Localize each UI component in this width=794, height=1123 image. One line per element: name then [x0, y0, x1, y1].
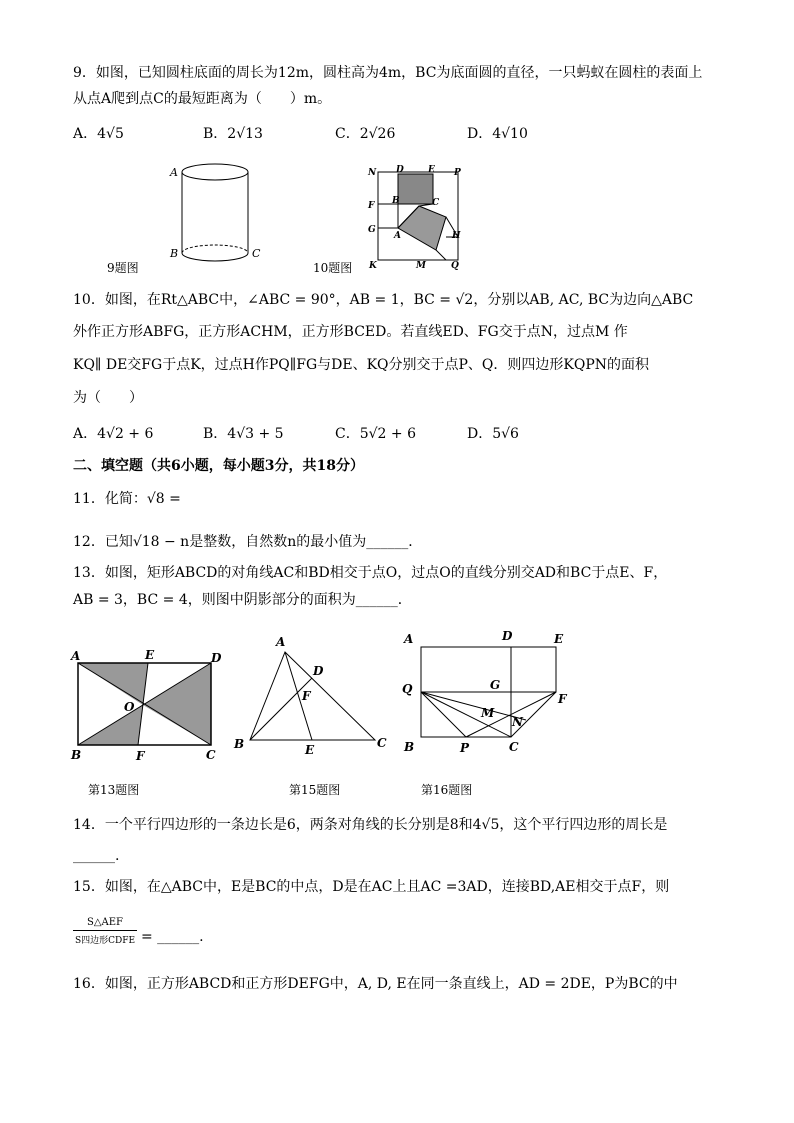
section-2-heading: 二、填空题（共6小题，每小题3分，共18分） [73, 458, 364, 474]
fig15-label-b: B [234, 737, 245, 751]
fig10-label-a: A [394, 231, 401, 241]
q9-option-b: B．2√13 [203, 126, 263, 142]
q15-fraction-tail: = ______. [141, 929, 204, 945]
fig9-label-a: A [170, 166, 178, 179]
q9-option-c: C．2√26 [335, 126, 396, 142]
fig15-label-e: E [305, 743, 315, 757]
q12-text: 12．已知√18 − n是整数，自然数n的最小值为______． [73, 534, 423, 550]
fig15-label-d: D [313, 664, 324, 678]
fig13-label-a: A [71, 649, 81, 663]
figure-16-squares [396, 625, 576, 760]
fig16-label-n: N [512, 715, 523, 729]
fig10-label-e: E [428, 165, 435, 175]
fig16-label-a: A [404, 632, 414, 646]
q15-line1: 15．如图，在△ABC中，E是BC的中点，D是在AC上且AC =3AD，连接BD,AE相交于点F，则 [73, 879, 670, 895]
fig13-label-f: F [136, 749, 145, 763]
fig15-label-a: A [276, 635, 286, 649]
fig10-label-h: H [452, 231, 461, 241]
fig13-label-o: O [124, 700, 135, 714]
q14-line1: 14．一个平行四边形的一条边长是6，两条对角线的长分别是8和4√5，这个平行四边形的周长是 [73, 817, 668, 833]
fig10-label-m: M [416, 261, 426, 270]
q11-text: 11．化简：√8 = [73, 491, 181, 507]
fig10-label-f: F [368, 201, 375, 211]
q10-option-d: D．5√6 [467, 426, 519, 442]
fig13-caption: 第13题图 [88, 783, 140, 797]
fig10-label-b: B [392, 196, 400, 206]
fig13-label-e: E [145, 648, 155, 662]
q9-option-a: A．4√5 [73, 126, 124, 142]
fig16-label-m: M [481, 706, 495, 720]
fig16-label-g: G [490, 678, 501, 692]
fig16-label-e: E [554, 632, 564, 646]
q10-option-c: C．5√2 + 6 [335, 426, 416, 442]
q10-line4: 为（ ） [73, 390, 143, 406]
fig10-label-n: N [368, 168, 377, 178]
q16-text: 16．如图，正方形ABCD和正方形DEFG中，A, D, E在同一条直线上，AD = 2DE，P为BC的中 [73, 976, 678, 992]
fig13-label-c: C [206, 748, 216, 762]
q10-line3: KQ∥ DE交FG于点K，过点H作PQ∥FG与DE、KQ分别交于点P、Q．则四边形KQPN的面积 [73, 357, 650, 373]
fig13-label-d: D [211, 651, 222, 665]
q10-option-a: A．4√2 + 6 [73, 426, 154, 442]
q15-fraction-denominator: S四边形CDFE [74, 936, 136, 946]
fig15-caption: 第15题图 [289, 783, 341, 797]
fig16-label-d: D [502, 629, 513, 643]
figure-15-triangle [230, 630, 395, 760]
fig16-label-b: B [404, 740, 415, 754]
q9-line1: 9．如图，已知圆柱底面的周长为12m，圆柱高为4m，BC为底面圆的直径，一只蚂蚁在圆柱的表面上 [73, 65, 703, 81]
q13-line2: AB = 3，BC = 4，则图中阴影部分的面积为______． [73, 592, 412, 608]
fig15-label-c: C [377, 736, 387, 750]
q14-line2: ______. [73, 848, 120, 864]
fig13-label-b: B [71, 748, 82, 762]
fig9-label-c: C [252, 247, 261, 260]
fig10-label-q: Q [451, 261, 459, 270]
q10-line2: 外作正方形ABFG，正方形ACHM，正方形BCED。若直线ED、FG交于点N，过点M 作 [73, 324, 628, 340]
q10-option-b: B．4√3 + 5 [203, 426, 284, 442]
fig10-label-p: P [454, 168, 461, 178]
q13-line1: 13．如图，矩形ABCD的对角线AC和BD相交于点O，过点O的直线分别交AD和BC于点E、F， [73, 565, 668, 581]
q15-fraction-numerator: S△AEF [73, 917, 137, 931]
fig16-label-f: F [558, 692, 567, 706]
fig10-label-g: G [368, 225, 376, 235]
fig16-label-p: P [460, 741, 470, 755]
fig9-label-b: B [170, 247, 179, 260]
q9-line2: 从点A爬到点C的最短距离为（ ）m。 [73, 91, 332, 107]
fig16-label-q: Q [402, 682, 413, 696]
fig10-label-k: K [369, 261, 377, 270]
fig15-label-f: F [302, 689, 311, 703]
q15-fraction [73, 917, 137, 946]
q10-line1: 10．如图，在Rt△ABC中，∠ABC = 90°，AB = 1，BC = √2，分别以AB, AC, BC为边向△ABC [73, 292, 694, 308]
fig10-label-c: C [432, 198, 440, 208]
q9-option-d: D．4√10 [467, 126, 528, 142]
fig9-caption: 9题图 [107, 261, 139, 275]
fig10-label-d: D [396, 165, 404, 175]
fig10-caption: 10题图 [313, 261, 353, 275]
figure-10-squares [366, 162, 466, 270]
figure-13-rectangle [68, 645, 228, 763]
fig16-label-c: C [509, 740, 519, 754]
figure-9-cylinder [160, 158, 280, 266]
fig16-caption: 第16题图 [421, 783, 473, 797]
